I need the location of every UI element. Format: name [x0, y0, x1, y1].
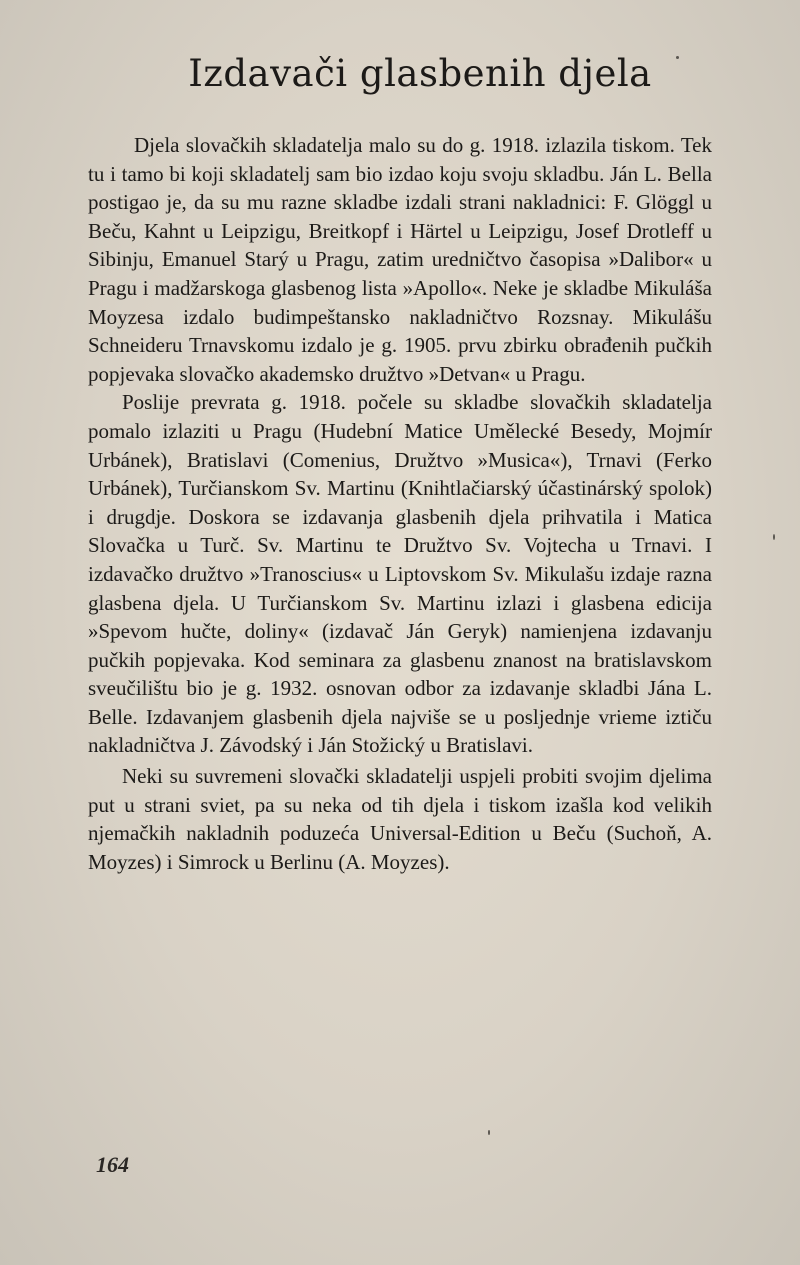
page-number: 164	[96, 1152, 129, 1177]
paper-speck	[488, 1130, 490, 1135]
chapter-title: Izdavači glasbenih djela	[188, 52, 652, 95]
paragraph-3: Neki su suvremeni slovački skladatelji uspjeli probiti svojim djelima put u strani sviet, pa su neka od tih djela i tiskom izašla kod velikih njemačkih nakladnih poduzeća Universal-Edition u Beču (Suchoň, A. Moyzes) i Simrock u Berlinu (A. Moyzes).	[88, 764, 712, 874]
paragraph-1: Djela slovačkih skladatelja malo su do g. 1918. izlazila tiskom. Tek tu i tamo bi koji skladatelj sam bio izdao koju svoju skladbu. Ján L. Bella postigao je, da su mu razne skladbe izdali strani nakladnici: F. Glöggl u Beču, Kahnt u Leipzigu, Breitkopf i Härtel u Leipzigu, Josef Drotleff u Sibinju, Emanuel Starý u Pragu, zatim uredničtvo časopisa »Dalibor« u Pragu i madžarskoga glasbenog lista »Apollo«. Neke je skladbe Mikuláša Moyzesa izdalo budimpeštansko nakladničtvo Rozsnay. Mikulášu Schneideru Trnavskomu izdalo je g. 1905. prvu zbirku obrađenih pučkih popjevaka slovačko akademsko družtvo »Detvan« u Pragu.	[88, 133, 712, 386]
page-content	[88, 52, 712, 876]
paper-speck	[773, 534, 775, 540]
paragraph-2: Poslije prevrata g. 1918. počele su skladbe slovačkih skladatelja pomalo izlaziti u Pragu (Hudební Matice Umělecké Besedy, Mojmír Urbánek), Bratislavi (Comenius, Družtvo »Musica«), Trnavi (Ferko Urbánek), Turčianskom Sv. Martinu (Knihtlačiarský účastinárský spolok) i drugdje. Doskora se izdavanja glasbenih djela prihvatila i Matica Slovačka u Turč. Sv. Martinu te Družtvo Sv. Vojtecha u Trnavi. I izdavačko družtvo »Tranoscius« u Liptovskom Sv. Mikulašu izdaje razna glasbena djela. U Turčianskom Sv. Martinu izlazi i glasbena edicija »Spevom hučte, doliny« (izdavač Ján Geryk) namienjena izdavanju pučkih popjevaka. Kod seminara za glasbenu znanost na bratislavskom sveučilištu bio je g. 1932. osnovan odbor za izdavanje skladbi Jána L. Belle. Izdavanjem glasbenih djela najviše se u posljednje vrieme iztiču nakladničtva J. Závodský i Ján Stožický u Bratislavi.	[88, 390, 712, 758]
paper-speck	[676, 56, 679, 59]
